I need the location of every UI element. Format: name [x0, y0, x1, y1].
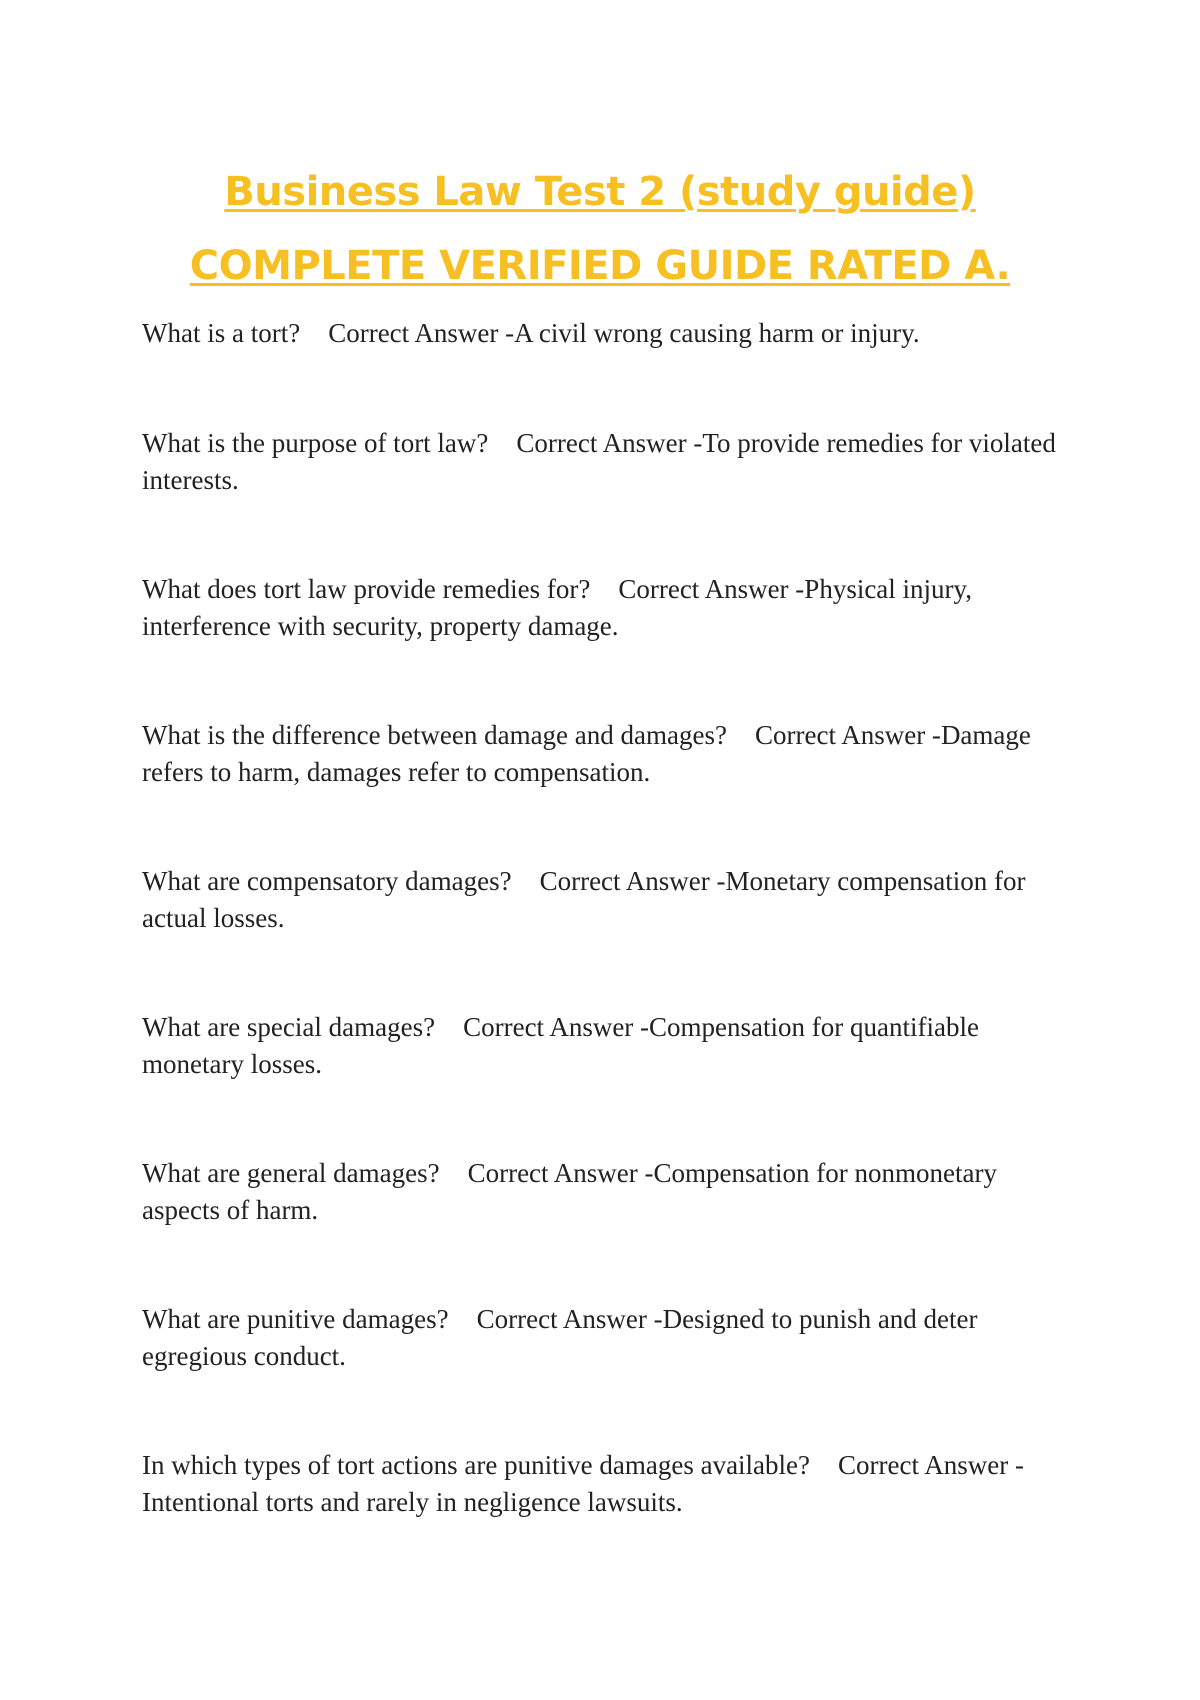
answer-text: Monetary compensation for actual losses.: [142, 866, 1026, 933]
question-text: What is the difference between damage and damages?: [142, 720, 727, 750]
answer-prefix: Correct Answer -: [539, 866, 726, 896]
question-text: What are compensatory damages?: [142, 866, 512, 896]
qa-item: [142, 1009, 1062, 1083]
answer-prefix: Correct Answer -: [754, 720, 941, 750]
qa-item: [142, 425, 1062, 499]
qa-item: [142, 315, 1062, 352]
answer-text: A civil wrong causing harm or injury.: [514, 318, 920, 348]
question-text: In which types of tort actions are punitive damages available?: [142, 1450, 811, 1480]
answer-prefix: Correct Answer -: [476, 1304, 663, 1334]
document-title: [0, 155, 1200, 303]
qa-item: [142, 1155, 1062, 1229]
question-text: What does tort law provide remedies for?: [142, 574, 591, 604]
answer-prefix: Correct Answer -: [328, 318, 515, 348]
answer-text: To provide remedies for violated interests.: [142, 428, 1056, 495]
answer-prefix: Correct Answer -: [467, 1158, 654, 1188]
question-text: What are general damages?: [142, 1158, 440, 1188]
question-text: What is the purpose of tort law?: [142, 428, 489, 458]
qa-item: [142, 571, 1062, 645]
qa-item: [142, 717, 1062, 791]
answer-text: Compensation for quantifiable monetary losses.: [142, 1012, 979, 1079]
qa-item: [142, 863, 1062, 937]
answer-text: Intentional torts and rarely in negligence lawsuits.: [142, 1487, 683, 1517]
answer-text: Damage refers to harm, damages refer to compensation.: [142, 720, 1031, 787]
answer-prefix: Correct Answer -: [463, 1012, 650, 1042]
title-line-2: COMPLETE VERIFIED GUIDE RATED A.: [189, 243, 1011, 289]
question-text: What is a tort?: [142, 318, 301, 348]
question-text: What are special damages?: [142, 1012, 436, 1042]
answer-prefix: Correct Answer -: [838, 1450, 1024, 1480]
answer-prefix: Correct Answer -: [618, 574, 805, 604]
question-text: What are punitive damages?: [142, 1304, 449, 1334]
qa-item: [142, 1301, 1062, 1375]
answer-text: Physical injury, interference with security, property damage.: [142, 574, 973, 641]
answer-text: Compensation for nonmonetary aspects of harm.: [142, 1158, 997, 1225]
answer-prefix: Correct Answer -: [516, 428, 703, 458]
answer-text: Designed to punish and deter egregious conduct.: [142, 1304, 978, 1371]
title-line-1: Business Law Test 2 (study guide): [224, 169, 976, 215]
qa-item: [142, 1447, 1062, 1521]
